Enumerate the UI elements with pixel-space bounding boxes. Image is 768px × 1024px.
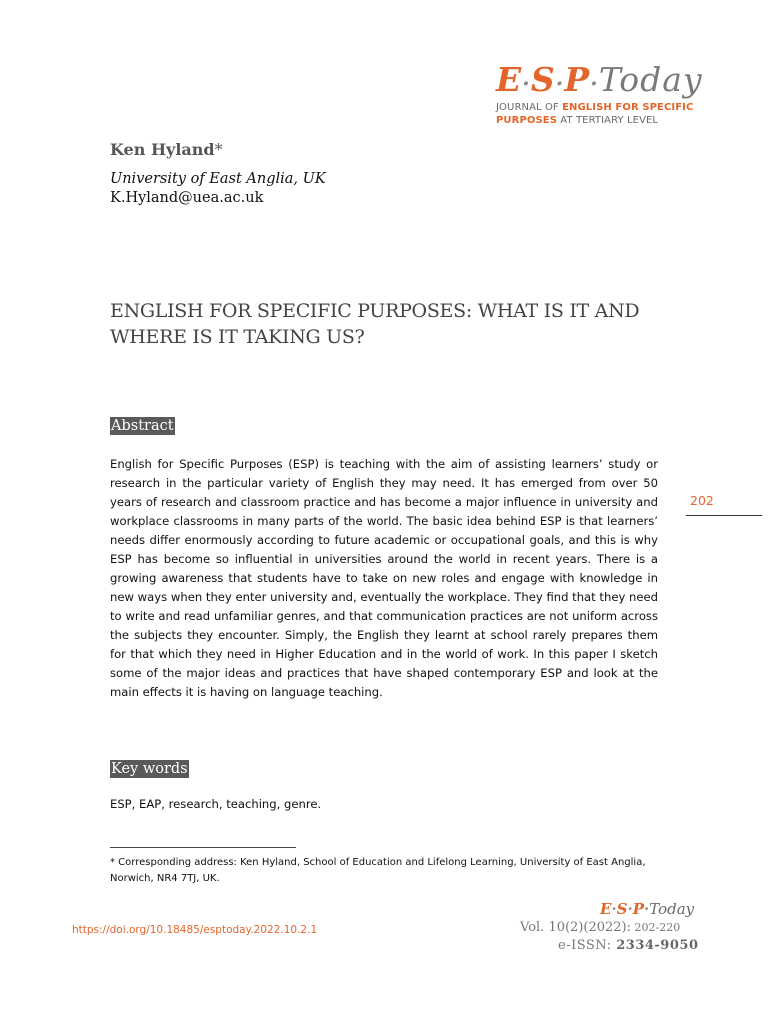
keywords-heading: Key words bbox=[111, 761, 188, 777]
footer-logo-today: Today bbox=[649, 900, 695, 918]
logo-subtitle-2a: PURPOSES bbox=[496, 115, 558, 126]
logo-subtitle bbox=[496, 101, 706, 127]
logo-letter-e: E bbox=[496, 60, 523, 99]
logo-subtitle-1b: ENGLISH FOR SPECIFIC bbox=[562, 102, 694, 113]
author-footnote-marker: * bbox=[214, 140, 223, 159]
page-number-rule bbox=[686, 515, 762, 516]
footnote-rule bbox=[110, 847, 296, 848]
page-number: 202 bbox=[690, 493, 714, 508]
footnote-text: * Corresponding address: Ken Hyland, School of Education and Lifelong Learning, University of East Anglia, Norwich, NR4 7TJ, UK. bbox=[110, 857, 646, 884]
abstract-heading: Abstract bbox=[111, 418, 174, 434]
author-affiliation: University of East Anglia, UK bbox=[110, 171, 326, 187]
logo-today: Today bbox=[598, 60, 703, 99]
issn-label: e-ISSN: bbox=[558, 938, 617, 953]
keywords-text: ESP, EAP, research, teaching, genre. bbox=[110, 797, 322, 811]
journal-logo bbox=[496, 60, 706, 135]
footer-logo-e: E bbox=[600, 900, 612, 918]
logo-letter-p: P bbox=[564, 60, 591, 99]
abstract-text: English for Specific Purposes (ESP) is teaching with the aim of assisting learners’ study or research in the particular variety of English they may need. It has emerged from over 50 years of research and classroom practice and has become a major influence in university and workplace classrooms in many parts of the world. The basic idea behind ESP is that learners’ needs differ enormously according to future academic or occupational goals, and this is why ESP has become so influential in universities around the world in recent years. There is a growing awareness that students have to take on new roles and engage with knowledge in new ways when they enter university and, eventually the workplace. They find that they need to write and read unfamiliar genres, and that communication practices are not uniform across the subjects they encounter. Simply, the English they learnt at school rarely prepares them for that which they need in Higher Education and in the world of work. In this paper I sketch some of the major ideas and practices that have shaped contemporary ESP and look at the main effects it is having on language teaching. bbox=[110, 457, 658, 699]
article-title: ENGLISH FOR SPECIFIC PURPOSES: WHAT IS IT AND WHERE IS IT TAKING US? bbox=[110, 300, 640, 348]
doi-link[interactable]: https://doi.org/10.18485/esptoday.2022.10.2.1 bbox=[72, 924, 318, 936]
footer-logo-s: S bbox=[616, 900, 628, 918]
volume-info bbox=[520, 920, 680, 935]
logo-subtitle-2b: AT TERTIARY LEVEL bbox=[557, 115, 659, 126]
logo-letter-s: S bbox=[530, 60, 556, 99]
issn-number: 2334-9050 bbox=[616, 938, 699, 953]
page-range: 202-220 bbox=[631, 921, 681, 934]
author-name-text: Ken Hyland bbox=[110, 140, 215, 159]
footer-logo-p: P bbox=[632, 900, 645, 918]
author-email[interactable]: K.Hyland@uea.ac.uk bbox=[110, 190, 264, 206]
volume-text: Vol. 10(2)(2022): bbox=[520, 920, 632, 935]
footer-logo: E·S·P·Today bbox=[600, 900, 695, 918]
author-name bbox=[110, 140, 223, 159]
logo-subtitle-1a: JOURNAL OF bbox=[496, 102, 563, 113]
issn-info bbox=[558, 938, 699, 953]
logo-wordmark: E·S·P·Today bbox=[496, 60, 703, 99]
